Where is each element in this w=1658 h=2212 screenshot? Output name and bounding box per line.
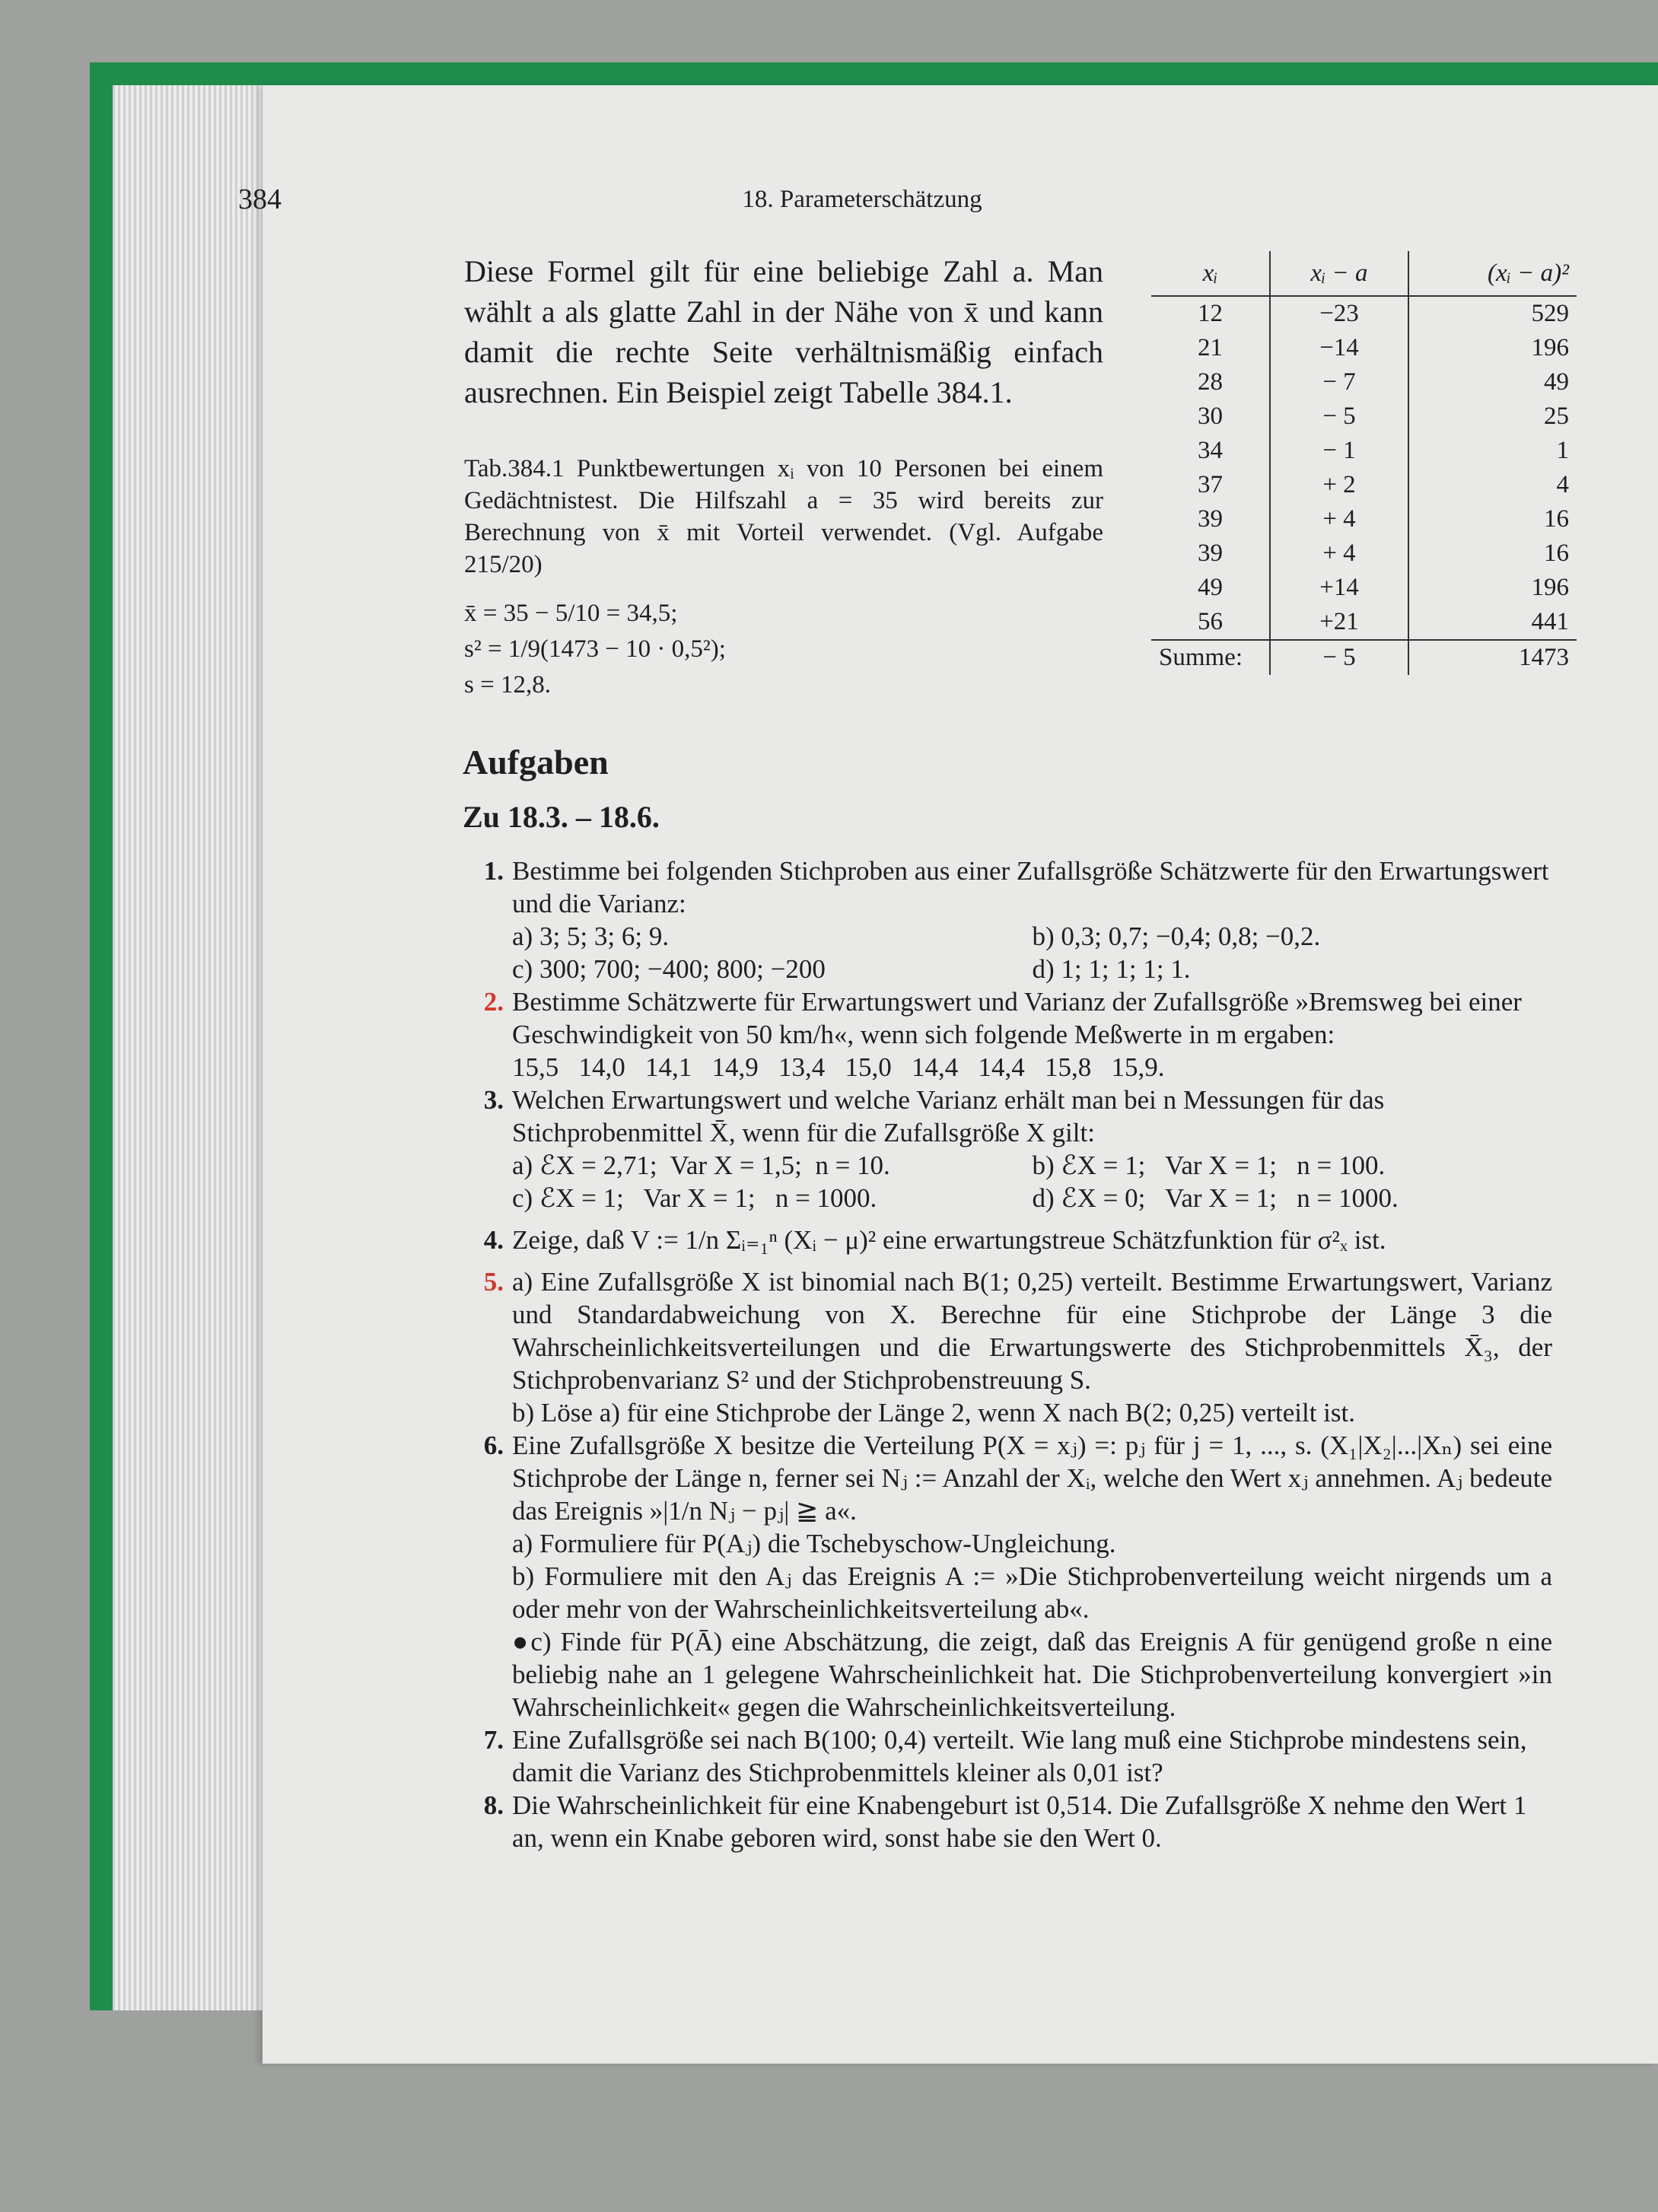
table-cell: 16 <box>1408 502 1577 536</box>
table-row <box>1151 365 1577 399</box>
table-row <box>1151 296 1577 331</box>
data-table <box>1151 251 1577 675</box>
formula-variance: s² = 1/9(1473 − 10 · 0,5²); <box>464 635 726 663</box>
subsection-title: Zu 18.3. – 18.6. <box>463 800 660 834</box>
table-cell: −14 <box>1270 331 1408 365</box>
table-cell: 21 <box>1198 334 1223 361</box>
exercise-text: Welchen Erwartungswert und welche Varianz erhält man bei n Messungen für das Stichprobenmittel X̄, wenn für die Zufallsgröße X gilt: <box>512 1085 1385 1147</box>
table-cell: 39 <box>1198 539 1223 567</box>
exercise-3 <box>464 1084 1552 1214</box>
table-row <box>1151 536 1577 571</box>
table-row <box>1151 331 1577 365</box>
table-row <box>1151 571 1577 605</box>
exercise-part: b) ℰX = 1; Var X = 1; n = 100. <box>1032 1151 1386 1180</box>
table-row <box>1151 434 1577 468</box>
table-caption: Tab.384.1 Punktbewertungen xᵢ von 10 Personen bei einem Gedächtnistest. Die Hilfszahl a = 35 wird bereits zur Berechnung von x̄ mit Vorteil verwendet. (Vgl. Aufgabe 215/20) <box>464 455 1103 578</box>
table-header: (xᵢ − a)² <box>1408 251 1577 296</box>
table-sum-row <box>1151 640 1577 675</box>
exercise-text: Bestimme bei folgenden Stichproben aus einer Zufallsgröße Schätzwerte für den Erwartungswert und die Varianz: <box>512 856 1549 918</box>
exercise-text: Eine Zufallsgröße X besitze die Verteilung P(X = xⱼ) =: pⱼ für j = 1, ..., s. (X₁|X₂|...|Xₙ) sei eine Stichprobe der Länge n, ferner sei Nⱼ := Anzahl der Xᵢ, welche den Wert xⱼ annehmen. Aⱼ bedeute das Ereignis »|1/n Nⱼ − pⱼ| ≧ a«. <box>512 1431 1552 1526</box>
table-cell: 56 <box>1198 608 1223 635</box>
sum-value: − 5 <box>1270 640 1408 675</box>
exercise-part: b) Löse a) für eine Stichprobe der Länge 2, wenn X nach B(2; 0,25) verteilt ist. <box>512 1398 1355 1427</box>
exercise-number: 4. <box>483 1225 504 1255</box>
exercise-part: c) 300; 700; −400; 800; −200 <box>512 954 826 984</box>
exercise-number: 6. <box>483 1431 504 1460</box>
exercise-text: Zeige, daß V := 1/n Σᵢ₌₁ⁿ (Xᵢ − μ)² eine erwartungstreue Schätzfunktion für σ²ₓ ist. <box>512 1225 1386 1255</box>
exercise-text: Bestimme Schätzwerte für Erwartungswert und Varianz der Zufallsgröße »Bremsweg bei einer Geschwindigkeit von 50 km/h«, wenn sich folgende Meßwerte in m ergaben: <box>512 987 1522 1049</box>
table-row <box>1151 399 1577 434</box>
exercise-4 <box>464 1224 1552 1256</box>
exercise-number: 5. <box>483 1267 504 1297</box>
page-number: 384 <box>238 183 282 215</box>
exercise-list <box>464 855 1552 1854</box>
exercise-part: a) Formuliere für P(Aⱼ) die Tschebyschow-Ungleichung. <box>512 1529 1116 1558</box>
exercise-5 <box>464 1265 1552 1429</box>
table-cell: 16 <box>1408 536 1577 571</box>
table-cell: −23 <box>1270 296 1408 331</box>
table-cell: 441 <box>1408 605 1577 640</box>
table-cell: +14 <box>1270 571 1408 605</box>
table-cell: 25 <box>1408 399 1577 434</box>
table-cell: 34 <box>1198 437 1223 464</box>
table-cell: 1 <box>1408 434 1577 468</box>
table-cell: + 4 <box>1270 536 1408 571</box>
measurement-values: 15,5 14,0 14,1 14,9 13,4 15,0 14,4 14,4 15,8 15,9. <box>512 1052 1165 1082</box>
exercise-7 <box>464 1723 1552 1789</box>
exercise-6 <box>464 1429 1552 1723</box>
table-cell: 28 <box>1198 368 1223 396</box>
exercise-part: c) ℰX = 1; Var X = 1; n = 1000. <box>512 1183 877 1213</box>
table-row <box>1151 502 1577 536</box>
exercise-part: d) 1; 1; 1; 1; 1. <box>1032 954 1191 984</box>
exercise-number: 1. <box>483 856 504 886</box>
exercise-part: a) ℰX = 2,71; Var X = 1,5; n = 10. <box>512 1151 890 1180</box>
table-cell: +21 <box>1270 605 1408 640</box>
exercise-part: ●c) Finde für P(Ā) eine Abschätzung, die zeigt, daß das Ereignis A für genügend große n eine beliebig nahe an 1 gelegene Wahrscheinlichkeit hat. Die Stichprobenverteilung konvergiert »in Wahrscheinlichkeit« gegen die Wahrscheinlichkeitsverteilung. <box>512 1627 1552 1722</box>
exercise-text: Die Wahrscheinlichkeit für eine Knabengeburt ist 0,514. Die Zufallsgröße X nehme den Wert 1 an, wenn ein Knabe geboren wird, sonst habe sie den Wert 0. <box>512 1790 1527 1853</box>
table-header-row <box>1151 251 1577 296</box>
table-header: xᵢ <box>1151 251 1270 296</box>
table-cell: − 7 <box>1270 365 1408 399</box>
exercise-number: 2. <box>483 987 504 1017</box>
page-header <box>238 183 1532 221</box>
exercise-2 <box>464 985 1552 1084</box>
exercise-number: 3. <box>483 1085 504 1115</box>
exercise-part: a) Eine Zufallsgröße X ist binomial nach B(1; 0,25) verteilt. Bestimme Erwartungswert, Varianz und Standardabweichung von X. Berechne für eine Stichprobe der Länge 3 die Wahrscheinlichkeitsverteilungen und die Erwartungswerte des Stichprobenmittels X̄₃, der Stichprobenvarianz S² und der Stichprobenstreuung S. <box>512 1267 1552 1395</box>
exercise-part: a) 3; 5; 3; 6; 9. <box>512 921 670 951</box>
chapter-title: 18. Parameterschätzung <box>742 186 982 213</box>
table-cell: 4 <box>1408 468 1577 502</box>
table-row <box>1151 605 1577 640</box>
table-cell: 529 <box>1408 296 1577 331</box>
table-cell: 39 <box>1198 505 1223 533</box>
exercise-1 <box>464 855 1552 985</box>
section-title: Aufgaben <box>463 743 609 781</box>
table-cell: 196 <box>1408 331 1577 365</box>
exercise-text: Eine Zufallsgröße sei nach B(100; 0,4) verteilt. Wie lang muß eine Stichprobe mindestens sein, damit die Varianz des Stichprobenmittels kleiner als 0,01 ist? <box>512 1725 1527 1787</box>
table-cell: 49 <box>1408 365 1577 399</box>
sum-value: 1473 <box>1408 640 1577 675</box>
exercise-part: d) ℰX = 0; Var X = 1; n = 1000. <box>1032 1183 1399 1213</box>
formula-mean: x̄ = 35 − 5/10 = 34,5; <box>464 600 678 627</box>
formula-block <box>464 596 997 703</box>
exercise-number: 7. <box>483 1725 504 1755</box>
table-cell: 49 <box>1198 574 1223 601</box>
table-row <box>1151 468 1577 502</box>
table-header: xᵢ − a <box>1270 251 1408 296</box>
table-cell: 196 <box>1408 571 1577 605</box>
table-cell: 30 <box>1198 403 1223 430</box>
sum-label: Summe: <box>1151 640 1270 675</box>
exercise-number: 8. <box>483 1790 504 1820</box>
table-cell: + 4 <box>1270 502 1408 536</box>
exercise-8 <box>464 1789 1552 1854</box>
formula-std: s = 12,8. <box>464 671 551 699</box>
exercise-part: b) 0,3; 0,7; −0,4; 0,8; −0,2. <box>1032 921 1321 951</box>
table-cell: 37 <box>1198 471 1223 498</box>
table-cell: + 2 <box>1270 468 1408 502</box>
intro-paragraph: Diese Formel gilt für eine beliebige Zahl a. Man wählt a als glatte Zahl in der Nähe von x̄ und kann damit die rechte Seite verhältnismäßig einfach ausrechnen. Ein Beispiel zeigt Tabelle 384.1. <box>464 254 1103 409</box>
exercise-part: b) Formuliere mit den Aⱼ das Ereignis A := »Die Stichprobenverteilung weicht nirgends um a oder mehr von der Wahrscheinlichkeitsverteilung ab«. <box>512 1561 1552 1624</box>
table-cell: 12 <box>1198 300 1223 327</box>
table-cell: − 1 <box>1270 434 1408 468</box>
table-cell: − 5 <box>1270 399 1408 434</box>
